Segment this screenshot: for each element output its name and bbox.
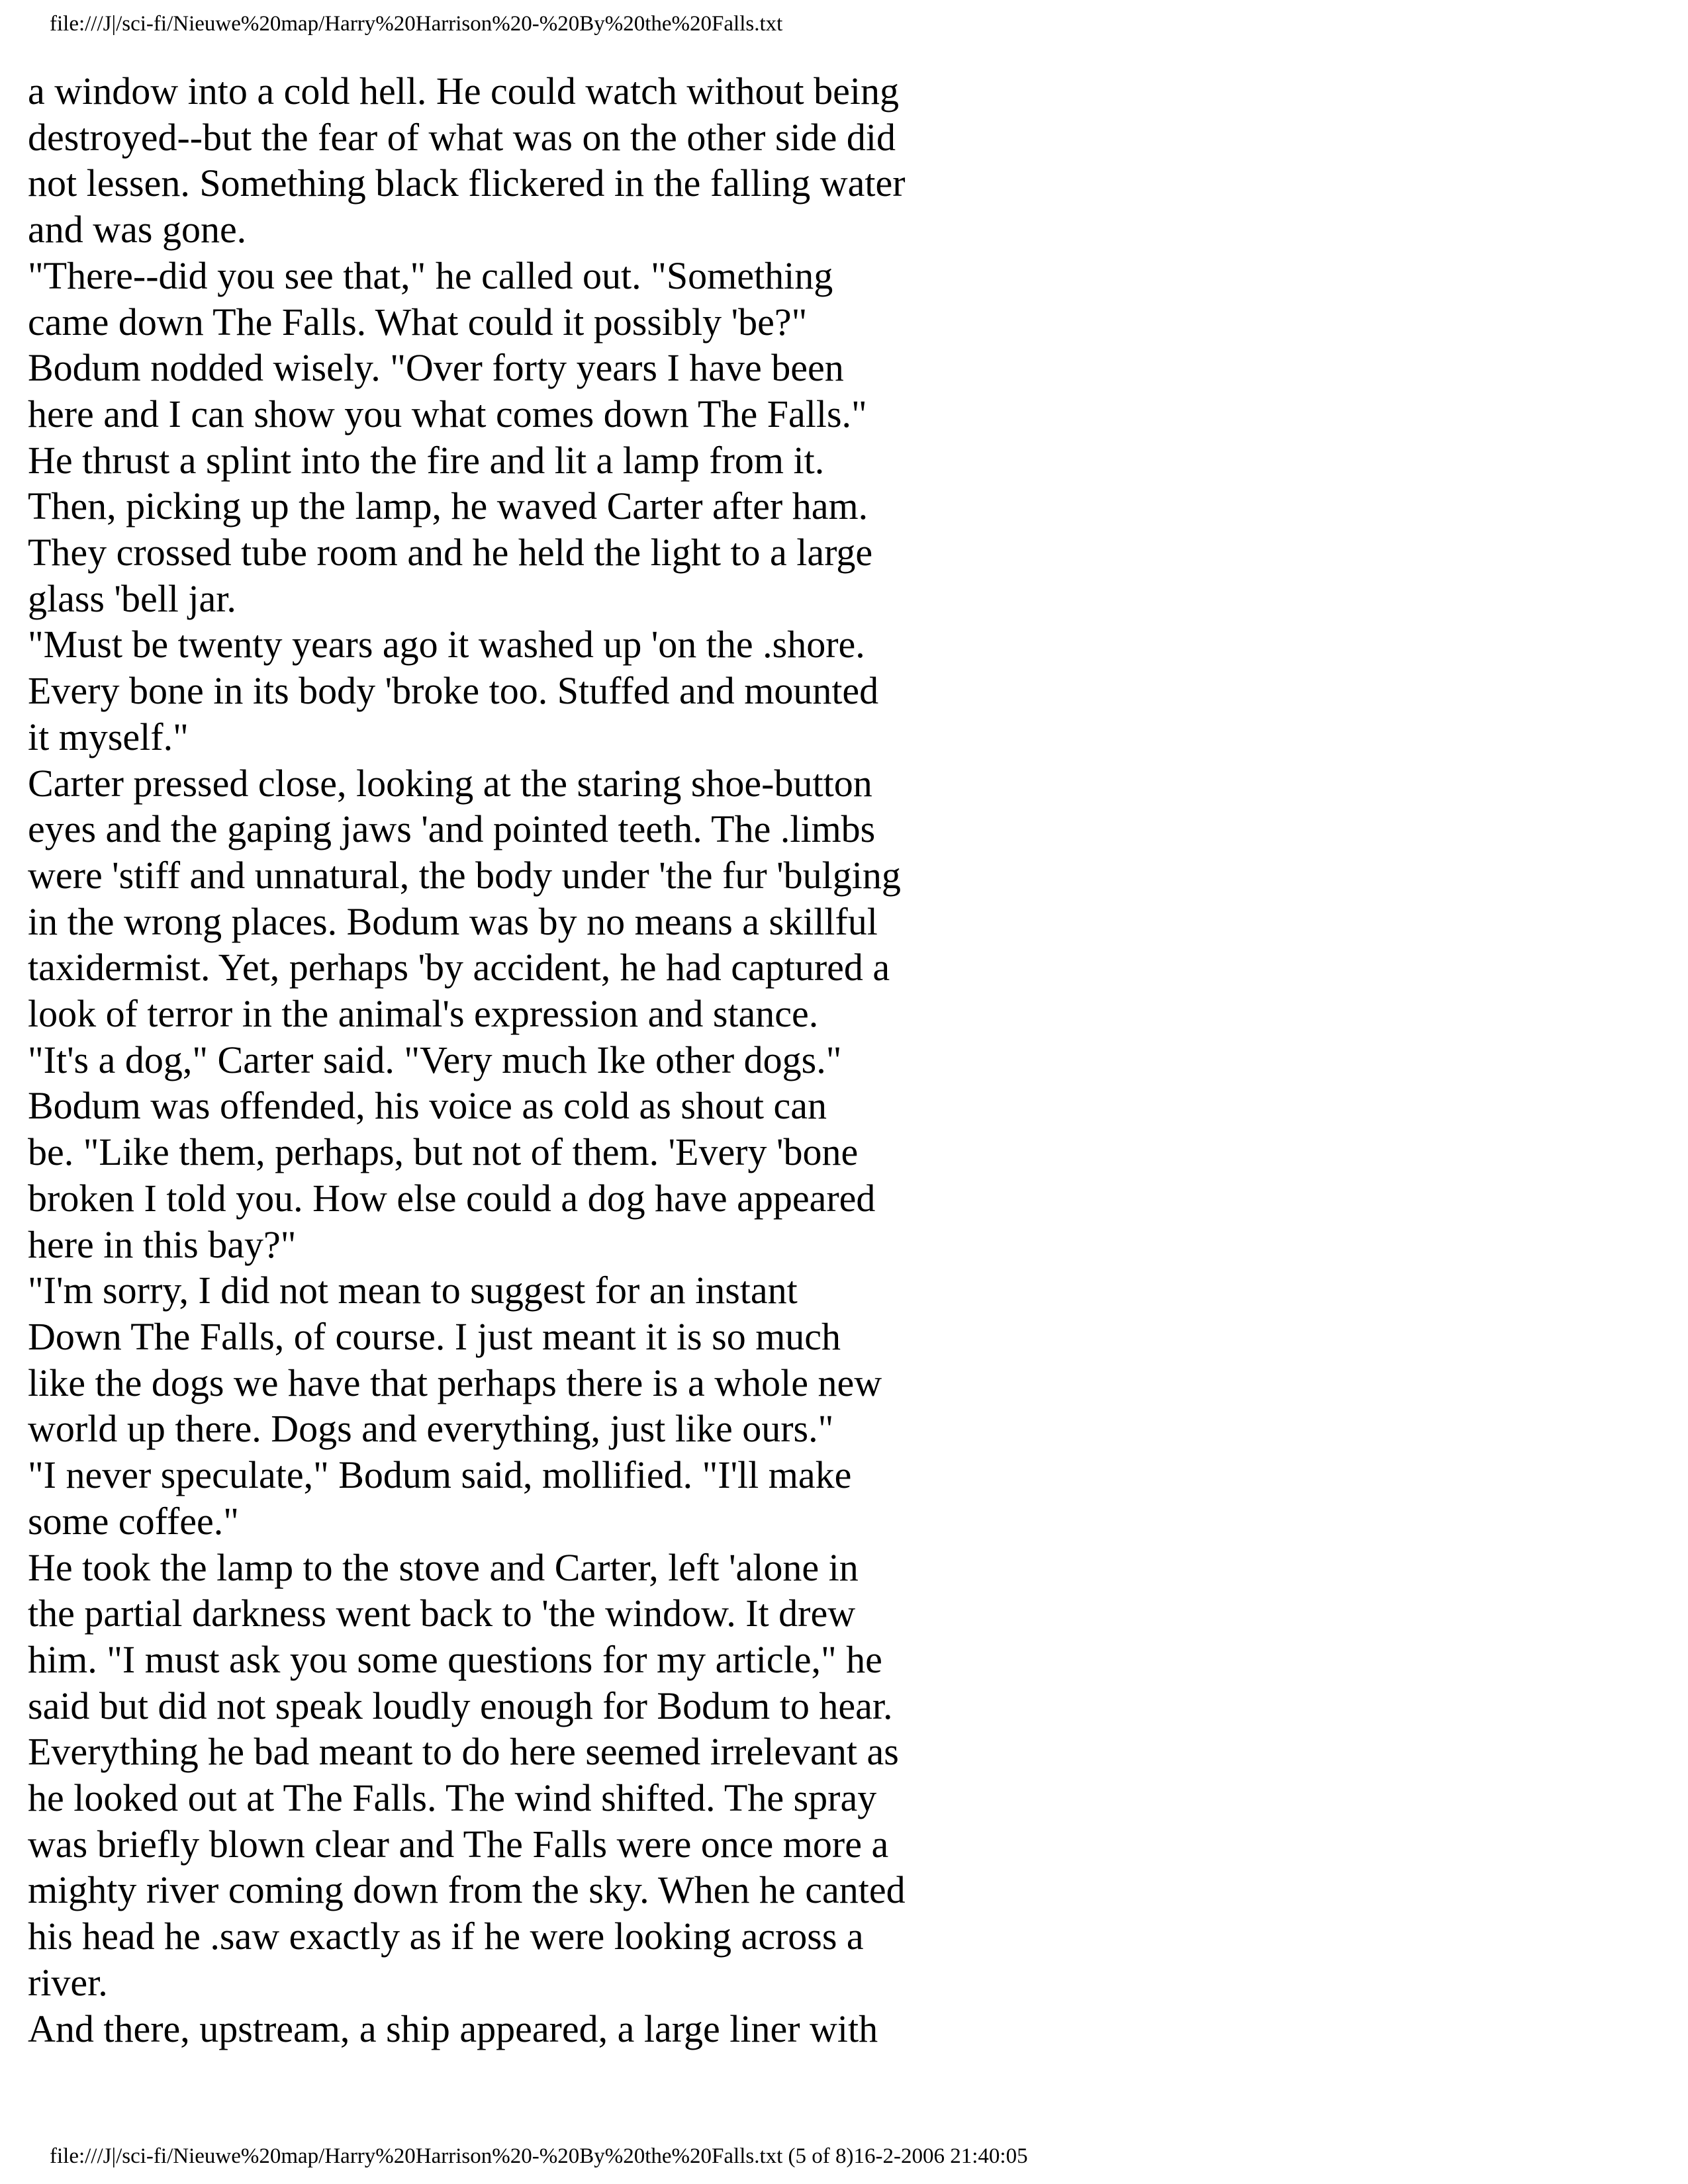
text-line: "I never speculate," Bodum said, mollified. "I'll make — [28, 1453, 852, 1497]
text-line: Then, picking up the lamp, he waved Carter after ham. — [28, 484, 868, 528]
text-line: said but did not speak loudly enough for Bodum to hear. — [28, 1684, 893, 1727]
text-line: like the dogs we have that perhaps there is a whole new — [28, 1361, 882, 1404]
text-line: the partial darkness went back to 'the window. It drew — [28, 1592, 856, 1635]
text-line: Bodum was offended, his voice as cold as shout can — [28, 1084, 827, 1128]
text-line: in the wrong places. Bodum was by no means a skillful — [28, 899, 878, 943]
text-line: was briefly blown clear and The Falls were once more a — [28, 1822, 889, 1866]
text-line: mighty river coming down from the sky. When he canted — [28, 1868, 906, 1912]
footer-file-path-and-page-info: file:///J|/sci-fi/Nieuwe%20map/Harry%20Harrison%20-%20By%20the%20Falls.txt (5 of 8)16-2-2006 21:40:05 — [50, 2144, 1028, 2168]
text-line: He took the lamp to the stove and Carter, left 'alone in — [28, 1545, 859, 1589]
text-line: "There--did you see that," he called out. "Something — [28, 253, 833, 297]
text-line: him. "I must ask you some questions for my article," he — [28, 1637, 882, 1681]
text-line: some coffee." — [28, 1499, 239, 1543]
text-line: eyes and the gaping jaws 'and pointed teeth. The .limbs — [28, 807, 876, 851]
text-line: And there, upstream, a ship appeared, a large liner with — [28, 2007, 878, 2050]
text-line: and was gone. — [28, 208, 247, 251]
text-line: his head he .saw exactly as if he were looking across a — [28, 1915, 864, 1958]
text-line: a window into a cold hell. He could watch without being — [28, 69, 899, 113]
text-line: look of terror in the animal's expression and stance. — [28, 992, 819, 1036]
text-line: river. — [28, 1960, 108, 2004]
text-line: be. "Like them, perhaps, but not of them. 'Every 'bone — [28, 1130, 859, 1174]
text-line: here and I can show you what comes down The Falls." — [28, 392, 867, 435]
text-line: came down The Falls. What could it possibly 'be?" — [28, 300, 808, 343]
text-line: Everything he bad meant to do here seemed irrelevant as — [28, 1730, 899, 1774]
text-line: world up there. Dogs and everything, just like ours." — [28, 1407, 834, 1451]
text-line: destroyed--but the fear of what was on the other side did — [28, 115, 896, 159]
text-line: taxidermist. Yet, perhaps 'by accident, he had captured a — [28, 946, 890, 989]
text-line: They crossed tube room and he held the light to a large — [28, 531, 873, 574]
text-line: "It's a dog," Carter said. "Very much Ike other dogs." — [28, 1038, 842, 1081]
text-line: it myself." — [28, 715, 189, 758]
text-line: He thrust a splint into the fire and lit a lamp from it. — [28, 438, 825, 482]
text-line: not lessen. Something black flickered in the falling water — [28, 161, 906, 205]
text-line: he looked out at The Falls. The wind shifted. The spray — [28, 1776, 877, 1820]
text-line: glass 'bell jar. — [28, 576, 236, 620]
text-line: Down The Falls, of course. I just meant it is so much — [28, 1314, 841, 1358]
text-line: Bodum nodded wisely. "Over forty years I have been — [28, 346, 844, 390]
text-line: were 'stiff and unnatural, the body under 'the fur 'bulging — [28, 853, 901, 897]
text-line: Every bone in its body 'broke too. Stuffed and mounted — [28, 669, 879, 713]
text-line: here in this bay?" — [28, 1222, 297, 1266]
text-line: "Must be twenty years ago it washed up 'on the .shore. — [28, 623, 865, 666]
story-text-body — [28, 68, 981, 2052]
text-line: "I'm sorry, I did not mean to suggest for an instant — [28, 1269, 798, 1312]
header-file-path: file:///J|/sci-fi/Nieuwe%20map/Harry%20Harrison%20-%20By%20the%20Falls.txt — [50, 12, 783, 36]
text-line: Carter pressed close, looking at the staring shoe-button — [28, 761, 872, 805]
text-line: broken I told you. How else could a dog have appeared — [28, 1176, 876, 1220]
